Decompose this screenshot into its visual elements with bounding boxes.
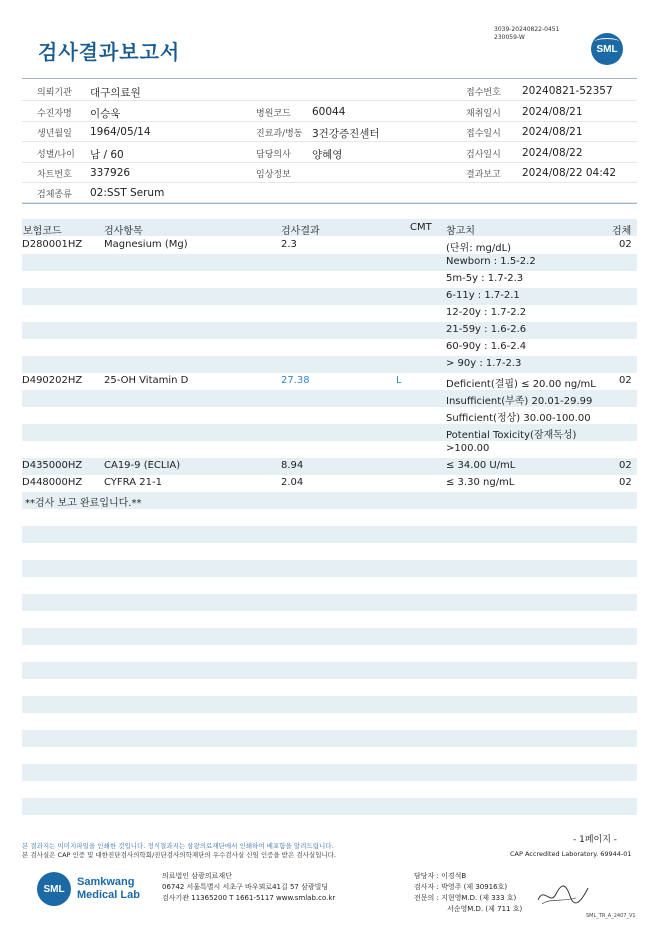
staff-tester: 검사자 : 박영주 (제 30916호): [414, 883, 508, 891]
notice-image-copy: 본 결과지는 이미지파일을 인쇄한 것입니다. 정식결과지는 삼광의료재단에서 인쇄하여 배포함을 알려드립니다.: [22, 842, 334, 850]
cell-flag: L: [396, 375, 402, 386]
info-value: 3건강증진센터: [312, 128, 380, 140]
table-end-row: [22, 492, 637, 509]
empty-row-stripe: [22, 662, 637, 679]
info-value: 양혜영: [312, 149, 343, 161]
info-label: 담당의사: [256, 150, 291, 160]
cell-reference: (단위: mg/dL): [446, 243, 512, 254]
info-label: 진료과/병동: [256, 129, 303, 139]
info-value: 337926: [90, 167, 131, 179]
cell-code: D435000HZ: [22, 460, 83, 471]
col-header-reference: 참고치: [446, 226, 475, 237]
document-id: [494, 26, 559, 42]
document-id-line-2: 230059-W: [494, 34, 525, 41]
info-label: 접수일시: [466, 129, 501, 139]
info-value: 2024/08/21: [522, 126, 583, 138]
info-row: [22, 80, 637, 101]
samkwang-logo-icon: SML: [37, 872, 71, 906]
header-divider: [22, 78, 637, 79]
info-label: 접수번호: [466, 88, 501, 98]
info-label: 검사일시: [466, 150, 501, 160]
info-value: 20240821-52357: [522, 85, 613, 97]
col-header-specimen: 검체: [612, 226, 632, 237]
staff-block: [414, 871, 522, 915]
cell-result: 2.04: [281, 477, 304, 488]
cap-accreditation: CAP Accredited Laboratory. 69944-01: [510, 850, 632, 858]
cell-specimen: 02: [619, 477, 632, 488]
cell-code: D490202HZ: [22, 375, 83, 386]
table-row: [22, 322, 637, 339]
cell-reference: Insufficient(부족) 20.01-29.99: [446, 396, 593, 407]
col-header-item: 검사항목: [104, 226, 143, 237]
table-row: [22, 305, 637, 322]
info-label: 차트번호: [37, 170, 72, 180]
info-row: [22, 101, 637, 122]
cell-reference: ≤ 3.30 ng/mL: [446, 477, 515, 488]
info-label: 생년월일: [37, 129, 72, 139]
info-row: [22, 142, 637, 163]
lab-address-block: [162, 871, 335, 904]
table-row: [22, 407, 637, 424]
cell-code: D280001HZ: [22, 239, 83, 250]
cell-code: D448000HZ: [22, 477, 83, 488]
info-value: 60044: [312, 106, 346, 118]
results-table-header: [22, 219, 637, 236]
info-value: 대구의료원: [90, 87, 141, 99]
cell-item: CYFRA 21-1: [104, 477, 162, 488]
info-label: 병원코드: [256, 109, 291, 119]
table-row: [22, 441, 637, 458]
info-row: [22, 121, 637, 142]
table-row: [22, 237, 637, 254]
info-value: 2024/08/22: [522, 147, 583, 159]
info-label: 수진자명: [37, 109, 72, 119]
cell-reference: 21-59y : 1.6-2.6: [446, 324, 527, 335]
cell-item: Magnesium (Mg): [104, 239, 188, 250]
logo-line-2: Medical Lab: [77, 889, 140, 901]
col-header-code: 보험코드: [23, 226, 62, 237]
cell-reference: >100.00: [446, 443, 490, 454]
document-id-line-1: 3039-20240822-0451: [494, 26, 560, 33]
lab-address: 06742 서울특별시 서초구 바우뫼로41길 57 삼광빌딩: [162, 883, 329, 891]
cell-reference: Newborn : 1.5-2.2: [446, 256, 536, 267]
empty-row-stripe: [22, 696, 637, 713]
cell-item: 25-OH Vitamin D: [104, 375, 189, 386]
cell-reference: 6-11y : 1.7-2.1: [446, 290, 520, 301]
cell-reference: > 90y : 1.7-2.3: [446, 358, 522, 369]
table-row: [22, 271, 637, 288]
logo-line-1: Samkwang: [77, 876, 135, 888]
cell-reference: 12-20y : 1.7-2.2: [446, 307, 527, 318]
samkwang-logo-text: [77, 876, 140, 902]
empty-row-stripe: [22, 730, 637, 747]
info-value: 이승욱: [90, 108, 121, 120]
info-label: 임상정보: [256, 170, 291, 180]
info-value: 1964/05/14: [90, 126, 151, 138]
table-row: [22, 356, 637, 373]
info-row: [22, 182, 637, 203]
lab-contact: 검사기관 11365200 T 1661-5117 www.smlab.co.kr: [162, 894, 336, 902]
cell-reference: 5m-5y : 1.7-2.3: [446, 273, 524, 284]
cell-result: 8.94: [281, 460, 304, 471]
page-title: 검사결과보고서: [38, 40, 181, 64]
info-label: 성별/나이: [37, 150, 75, 160]
cell-result: 2.3: [281, 239, 297, 250]
empty-row-stripe: [22, 798, 637, 815]
empty-row-stripe: [22, 628, 637, 645]
lab-org-name: 의료법인 삼광의료재단: [162, 872, 232, 880]
sml-logo-icon: SML: [591, 33, 623, 65]
table-row: [22, 424, 637, 441]
cell-result: 27.38: [281, 375, 310, 386]
cell-reference: ≤ 34.00 U/mL: [446, 460, 516, 471]
empty-row-stripe: [22, 594, 637, 611]
info-label: 채취일시: [466, 109, 501, 119]
info-value: 2024/08/22 04:42: [522, 167, 617, 179]
info-value: 02:SST Serum: [90, 187, 165, 199]
info-divider: [22, 203, 637, 204]
col-header-result: 검사결과: [281, 226, 320, 237]
page-number: - 1페이지 -: [573, 835, 618, 845]
col-header-cmt: CMT: [410, 222, 432, 233]
staff-manager: 담당자 : 이경석B: [414, 872, 467, 880]
empty-row-stripe: [22, 764, 637, 781]
info-label: 의뢰기관: [37, 88, 72, 98]
table-row: [22, 458, 637, 475]
table-row: [22, 390, 637, 407]
staff-specialist-1: 전문의 : 지현영M.D. (제 333 호): [414, 894, 517, 902]
empty-row-stripe: [22, 526, 637, 543]
cell-reference: Deficient(결핍) ≤ 20.00 ng/mL: [446, 379, 596, 390]
cell-reference: 60-90y : 1.6-2.4: [446, 341, 527, 352]
table-row: [22, 475, 637, 492]
info-row: [22, 162, 637, 183]
cell-specimen: 02: [619, 375, 632, 386]
cell-item: CA19-9 (ECLIA): [104, 460, 181, 471]
table-row: [22, 339, 637, 356]
table-row: [22, 254, 637, 271]
cell-specimen: 02: [619, 239, 632, 250]
signature-icon: [536, 880, 591, 910]
table-row: [22, 288, 637, 305]
staff-specialist-2: 서순영M.D. (제 711 호): [447, 905, 523, 913]
cell-specimen: 02: [619, 460, 632, 471]
cell-reference: Sufficient(정상) 30.00-100.00: [446, 413, 591, 424]
info-value: 2024/08/21: [522, 106, 583, 118]
empty-row-stripe: [22, 560, 637, 577]
cell-reference: Potential Toxicity(잠재독성): [446, 430, 577, 441]
notice-accreditation: 본 검사실은 CAP 인증 및 대한진단검사의학회/진단검사의학재단의 우수검사실 신임 인증을 받은 검사실입니다.: [22, 851, 337, 859]
report-complete-note: **검사 보고 완료입니다.**: [25, 498, 142, 509]
form-code: SML_TR_A_2407_V1: [586, 913, 636, 919]
table-row: [22, 373, 637, 390]
info-value: 남 / 60: [90, 149, 124, 161]
info-label: 검체종류: [37, 190, 72, 200]
info-label: 결과보고: [466, 170, 501, 180]
